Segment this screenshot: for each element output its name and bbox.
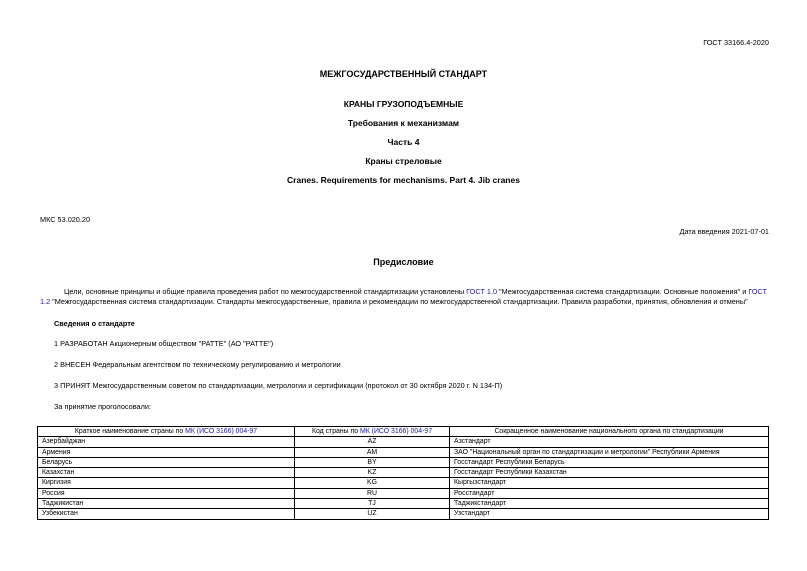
standard-type: МЕЖГОСУДАРСТВЕННЫЙ СТАНДАРТ bbox=[319, 69, 488, 79]
country-code: AZ bbox=[295, 437, 450, 447]
national-body: Госстандарт Республики Казахстан bbox=[450, 468, 769, 478]
voted-label: За принятие проголосовали: bbox=[54, 402, 151, 411]
preface-text-3: "Межгосударственная система стандартизации. Стандарты межгосударственные, правила и рекомендации по межгосударственной стандартизации. Правила разработки, принятия, обновления и отмены" bbox=[50, 297, 748, 306]
national-body: Таджикстандарт bbox=[450, 499, 769, 509]
table-row bbox=[38, 488, 769, 498]
document-subtitle: Требования к механизмам bbox=[347, 118, 460, 128]
country-code: BY bbox=[295, 457, 450, 467]
mk-iso-link-2[interactable]: МК (ИСО 3166) 004-97 bbox=[360, 428, 433, 435]
national-body: ЗАО "Национальный орган по стандартизации и метрологии" Республики Армения bbox=[450, 447, 769, 457]
table-row bbox=[38, 457, 769, 467]
voting-countries-table bbox=[37, 426, 769, 520]
table-row bbox=[38, 499, 769, 509]
document-title: КРАНЫ ГРУЗОПОДЪЕМНЫЕ bbox=[343, 99, 464, 109]
country-name: Узбекистан bbox=[38, 509, 295, 519]
header-code-text: Код страны по bbox=[311, 428, 361, 435]
country-code: TJ bbox=[295, 499, 450, 509]
table-row bbox=[38, 509, 769, 519]
preface-text-2: "Межгосударственная система стандартизации. Основные положения" и bbox=[497, 287, 749, 296]
country-code: UZ bbox=[295, 509, 450, 519]
table-row bbox=[38, 447, 769, 457]
country-name: Таджикистан bbox=[38, 499, 295, 509]
info-item-3: 3 ПРИНЯТ Межгосударственным советом по стандартизации, метрологии и сертификации (протокол от 30 октября 2020 г. N 134-П) bbox=[54, 381, 503, 390]
mk-iso-link-1[interactable]: МК (ИСО 3166) 004-97 bbox=[185, 428, 258, 435]
country-name: Россия bbox=[38, 488, 295, 498]
header-country-text: Краткое наименование страны по bbox=[74, 428, 186, 435]
national-body: Узстандарт bbox=[450, 509, 769, 519]
national-body: Росстандарт bbox=[450, 488, 769, 498]
table-header-row bbox=[38, 427, 769, 437]
header-country-code bbox=[295, 427, 450, 437]
country-name: Казахстан bbox=[38, 468, 295, 478]
gost-1-2-link[interactable]: ГОСТ 1.2 bbox=[40, 287, 768, 306]
national-body: Азстандарт bbox=[450, 437, 769, 447]
mks-code: МКС 53.020.20 bbox=[40, 215, 91, 224]
country-code: KZ bbox=[295, 468, 450, 478]
english-title: Cranes. Requirements for mechanisms. Part 4. Jib cranes bbox=[287, 175, 520, 185]
intro-date: Дата введения 2021-07-01 bbox=[679, 227, 769, 236]
country-name: Киргизия bbox=[38, 478, 295, 488]
header-country-name bbox=[38, 427, 295, 437]
part-title: Краны стреловые bbox=[365, 156, 442, 166]
country-code: AM bbox=[295, 447, 450, 457]
part-number: Часть 4 bbox=[387, 137, 420, 147]
national-body: Кыргызстандарт bbox=[450, 478, 769, 488]
preface-text-1: Цели, основные принципы и общие правила проведения работ по межгосударственной стандартизации установлены bbox=[64, 287, 467, 296]
header-national-body: Сокращенное наименование национального органа по стандартизации bbox=[450, 427, 769, 437]
table-row bbox=[38, 437, 769, 447]
document-number: ГОСТ 33166.4-2020 bbox=[703, 38, 769, 47]
national-body: Госстандарт Республики Беларусь bbox=[450, 457, 769, 467]
country-code: RU bbox=[295, 488, 450, 498]
country-name: Азербайджан bbox=[38, 437, 295, 447]
info-heading: Сведения о стандарте bbox=[54, 319, 135, 328]
info-item-2: 2 ВНЕСЕН Федеральным агентством по техническому регулированию и метрологии bbox=[54, 360, 341, 369]
preface-paragraph bbox=[40, 287, 770, 307]
table-row bbox=[38, 478, 769, 488]
country-name: Беларусь bbox=[38, 457, 295, 467]
info-item-1: 1 РАЗРАБОТАН Акционерным обществом "РАТТЕ" (АО "РАТТЕ") bbox=[54, 339, 274, 348]
gost-1-0-link[interactable]: ГОСТ 1.0 bbox=[466, 287, 497, 296]
country-name: Армения bbox=[38, 447, 295, 457]
preface-heading: Предисловие bbox=[373, 257, 434, 267]
table-row bbox=[38, 468, 769, 478]
country-code: KG bbox=[295, 478, 450, 488]
